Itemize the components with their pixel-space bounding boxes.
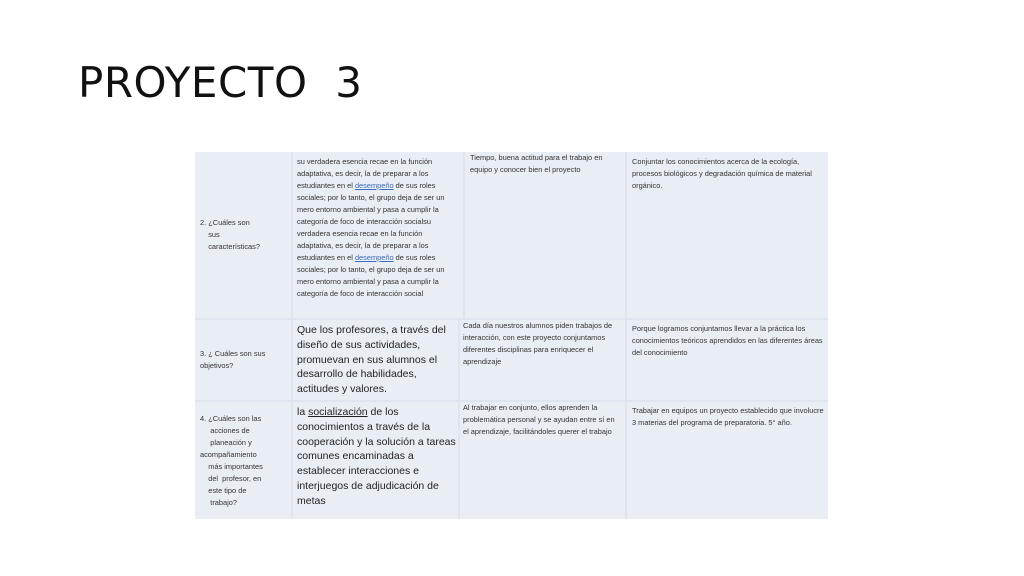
project-table bbox=[195, 152, 828, 519]
desempeno-link[interactable]: desempeño bbox=[354, 181, 394, 190]
question-label: 3. ¿ Cuáles son sus objetivos? bbox=[200, 349, 266, 370]
cell-text: Conjuntar los conocimientos acerca de la ecología, procesos biológicos y degradación química de material orgánico. bbox=[632, 157, 812, 190]
cell-text: Que los profesores, a través del diseño de sus actividades, promuevan en sus alumnos el desarrollo de habilidades, actitudes y valores. bbox=[297, 324, 446, 396]
table-row-2-col3 bbox=[465, 152, 625, 318]
table-row-3-col3 bbox=[460, 320, 625, 400]
text-segment: de sus roles sociales; por lo tanto, el grupo deja de ser un mero entorno ambiental y pasa a cumplir la categoría de foco de interacción socialsu verdadera esencia recae en la función adaptativa, es decir, la de preparar a los estudiantes en el bbox=[297, 181, 445, 262]
text-segment: su verdadera esencia recae en la función adaptativa, es decir, la de preparar a los estudiantes en el bbox=[297, 157, 433, 190]
slide-title: PROYECTO 3 bbox=[78, 58, 363, 107]
text-segment: de los conocimientos a través de la cooperación y la solución a tareas comunes encaminadas a establecer interacciones e interjuegos de adjudicación de metas bbox=[297, 406, 456, 507]
table-row-4-col3 bbox=[460, 402, 625, 519]
text-segment: la bbox=[297, 406, 309, 418]
socializacion-text: socialización bbox=[308, 406, 368, 418]
cell-text: Trabajar en equipos un proyecto establecido que involucre 3 materias del programa de preparatoria. 5° año. bbox=[632, 406, 824, 427]
table-row-3-question bbox=[195, 320, 291, 400]
table-row-3-col2 bbox=[293, 320, 458, 400]
cell-text: Tiempo, buena actitud para el trabajo en equipo y conocer bien el proyecto bbox=[470, 153, 603, 174]
table-row-4-col2 bbox=[293, 402, 458, 519]
table-row-2-col2 bbox=[293, 152, 463, 318]
question-label: 2. ¿Cuáles son sus características? bbox=[200, 218, 260, 251]
desempeno-link[interactable]: desempeño bbox=[354, 253, 394, 262]
text-segment: de sus roles sociales; por lo tanto, el grupo deja de ser un mero entorno ambiental y pasa a cumplir la categoría de foco de interacción social bbox=[297, 253, 445, 298]
table-row-4-col4 bbox=[627, 402, 828, 519]
cell-text: Al trabajar en conjunto, ellos aprenden la problemática personal y se ayudan entre sí en el aprendizaje, facilitándoles querer el trabajo bbox=[463, 403, 615, 436]
table-row-2-question bbox=[195, 152, 291, 318]
table-row-3-col4 bbox=[627, 320, 828, 400]
cell-text: Porque logramos conjuntamos llevar a la práctica los conocimientos teóricos aprendidos en las diferentes áreas del conocimiento bbox=[632, 324, 823, 357]
question-label: 4. ¿Cuáles son las acciones de planeación y acompañamiento más importantes del profesor, en este tipo de trabajo? bbox=[200, 413, 263, 507]
table-row-2-col4 bbox=[627, 152, 828, 318]
table-row-4-question bbox=[195, 402, 291, 519]
cell-text: Cada día nuestros alumnos piden trabajos de interacción, con este proyecto conjuntamos diferentes disciplinas para enriquecer el aprendizaje bbox=[463, 321, 613, 366]
